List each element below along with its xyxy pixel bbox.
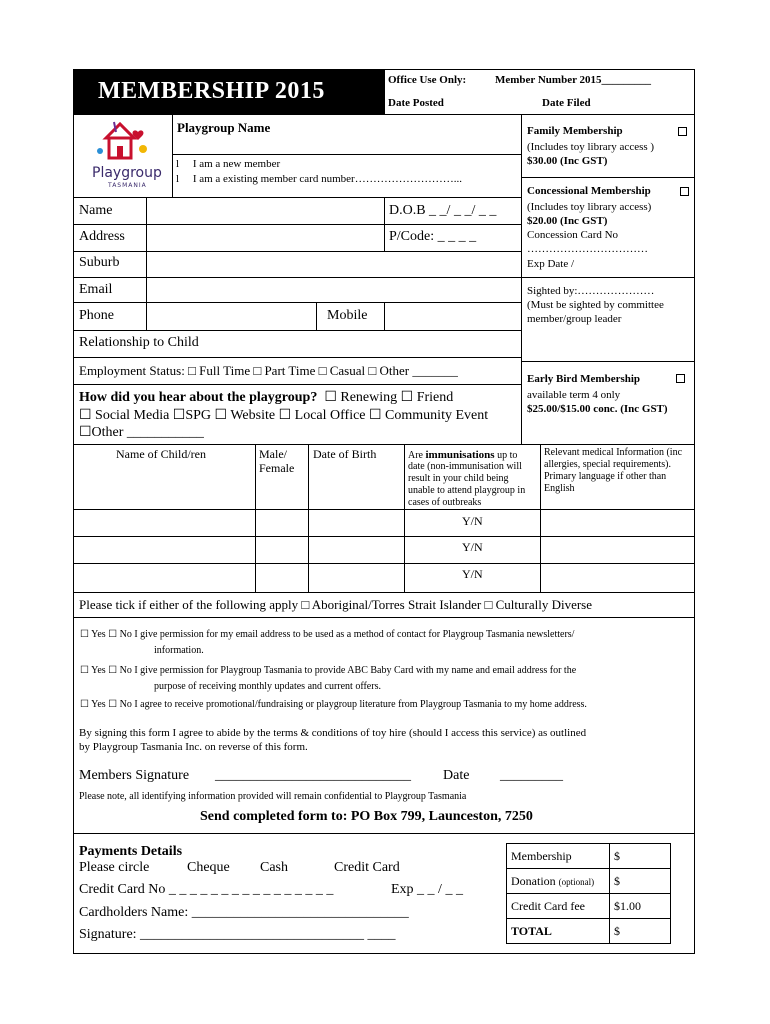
send-to-address: Send completed form to: PO Box 799, Launceston, 7250 bbox=[200, 809, 533, 824]
dob-field[interactable]: D.O.B _ _/ _ _/ _ _ bbox=[389, 203, 497, 218]
new-member-label: I am a new member bbox=[192, 158, 281, 170]
agreement-text: By signing this form I agree to abide by the terms & conditions of toy hire (should I access this service) as outlined bbox=[79, 727, 587, 739]
payment-summary-table bbox=[506, 843, 671, 944]
cheque-option[interactable]: Cheque bbox=[187, 860, 230, 875]
playgroup-logo bbox=[88, 118, 170, 196]
abc-card-permission-cont: purpose of receiving monthly updates and current offers. bbox=[154, 681, 381, 692]
divider bbox=[74, 251, 521, 252]
divider bbox=[74, 833, 694, 834]
divider bbox=[74, 330, 521, 331]
hear-about-options[interactable]: ☐ Social Media ☐SPG ☐ Website ☐ Local Office ☐ Community Event bbox=[79, 408, 489, 423]
family-membership-checkbox[interactable] bbox=[678, 127, 687, 136]
relationship-label: Relationship to Child bbox=[79, 335, 199, 350]
early-bird-title: Early Bird Membership bbox=[527, 373, 641, 385]
table-row bbox=[507, 844, 671, 869]
literature-permission[interactable]: ☐ Yes ☐ No I agree to receive promotional/fundraising or playgroup literature from Playgroup Tasmania to my home address. bbox=[80, 699, 587, 710]
donation-text: Donation bbox=[511, 873, 556, 888]
divider bbox=[74, 536, 694, 537]
total-amount[interactable]: $ bbox=[610, 919, 671, 944]
date-filed-field[interactable]: Date Filed bbox=[542, 97, 591, 109]
family-membership-title: Family Membership bbox=[527, 125, 623, 137]
immunisation-yn[interactable]: Y/N bbox=[462, 514, 483, 528]
existing-member-option[interactable]: l I am a existing member card number………………………... bbox=[176, 173, 462, 185]
hear-about-options: ☐ Renewing ☐ Friend bbox=[324, 390, 454, 405]
divider bbox=[74, 444, 694, 445]
child-name-header: Name of Child/ren bbox=[116, 447, 206, 461]
divider bbox=[74, 563, 694, 564]
early-bird-checkbox[interactable] bbox=[676, 374, 685, 383]
divider bbox=[255, 444, 256, 592]
new-member-option[interactable]: l I am a new member bbox=[176, 158, 281, 170]
divider bbox=[74, 114, 694, 115]
divider bbox=[74, 509, 694, 510]
concession-checkbox[interactable] bbox=[680, 187, 689, 196]
divider bbox=[146, 197, 147, 330]
medical-header: Primary language if other than bbox=[544, 471, 667, 482]
form-title: MEMBERSHIP 2015 bbox=[98, 78, 325, 104]
concession-title: Concessional Membership bbox=[527, 185, 651, 197]
donation-optional: (optional) bbox=[558, 876, 595, 887]
suburb-label: Suburb bbox=[79, 255, 120, 270]
medical-header: Relevant medical Information (inc bbox=[544, 447, 683, 458]
concession-card-field[interactable]: …………………………… bbox=[527, 243, 648, 255]
concession-card-label: Concession Card No bbox=[527, 229, 619, 241]
divider bbox=[521, 277, 694, 278]
postcode-field[interactable]: P/Code: _ _ _ _ bbox=[389, 229, 477, 244]
divider bbox=[74, 592, 694, 593]
early-bird-price: $25.00/$15.00 conc. (Inc GST) bbox=[527, 403, 668, 415]
divider bbox=[316, 302, 317, 330]
sighted-note: (Must be sighted by committee bbox=[527, 299, 664, 311]
divider bbox=[74, 384, 521, 385]
signature-label: Members Signature bbox=[79, 768, 190, 783]
signature-field[interactable]: ____________________________ bbox=[215, 768, 411, 783]
cardholder-name-field[interactable]: Cardholders Name: _______________________________ bbox=[79, 905, 409, 920]
immunisation-yn[interactable]: Y/N bbox=[462, 540, 483, 554]
logo-subtext: TASMANIA bbox=[108, 182, 147, 189]
email-label: Email bbox=[79, 282, 113, 297]
member-number-field[interactable]: Member Number 2015_________ bbox=[495, 74, 652, 86]
medical-header: English bbox=[544, 483, 575, 494]
hear-about-question[interactable] bbox=[79, 391, 453, 405]
mobile-label: Mobile bbox=[327, 308, 368, 323]
cash-option[interactable]: Cash bbox=[260, 860, 288, 875]
privacy-note: Please note, all identifying information provided will remain confidential to Playgroup Tasmania bbox=[79, 791, 467, 802]
exp-date-field[interactable]: Exp Date / bbox=[527, 258, 575, 270]
gender-header: Female bbox=[259, 461, 295, 475]
immunisation-yn[interactable]: Y/N bbox=[462, 567, 483, 581]
table-row bbox=[507, 919, 671, 944]
membership-label: Membership bbox=[507, 844, 610, 869]
divider bbox=[521, 177, 694, 178]
divider bbox=[540, 444, 541, 592]
immunisation-header bbox=[408, 450, 517, 461]
phone-label: Phone bbox=[79, 308, 114, 323]
donation-label bbox=[507, 869, 610, 894]
immunisation-header: cases of outbreaks bbox=[408, 497, 482, 508]
membership-amount[interactable]: $ bbox=[610, 844, 671, 869]
date-posted-field[interactable]: Date Posted bbox=[388, 97, 444, 109]
sighted-note: member/group leader bbox=[527, 313, 622, 325]
name-label: Name bbox=[79, 203, 113, 218]
immunisation-header: result in your child being bbox=[408, 473, 509, 484]
address-label: Address bbox=[79, 229, 125, 244]
concession-price: $20.00 (Inc GST) bbox=[527, 215, 608, 227]
credit-card-fee-amount: $1.00 bbox=[610, 894, 671, 919]
logo-text: Playgroup bbox=[92, 165, 162, 181]
email-permission-cont: information. bbox=[154, 645, 204, 656]
title-banner bbox=[74, 70, 384, 114]
expiry-field[interactable]: Exp _ _ / _ _ bbox=[391, 882, 463, 897]
donation-amount[interactable]: $ bbox=[610, 869, 671, 894]
medical-header: allergies, special requirements). bbox=[544, 459, 671, 470]
divider bbox=[521, 361, 694, 362]
divider bbox=[74, 617, 694, 618]
divider bbox=[74, 302, 521, 303]
table-row bbox=[507, 894, 671, 919]
employment-status[interactable]: Employment Status: □ Full Time □ Part Time □ Casual □ Other _______ bbox=[79, 363, 458, 378]
immunisation-lead: Are bbox=[408, 450, 426, 461]
immunisation-rest: up to bbox=[494, 450, 518, 461]
divider bbox=[172, 154, 521, 155]
divider bbox=[404, 444, 405, 592]
credit-card-option[interactable]: Credit Card bbox=[334, 860, 400, 875]
hear-about-text: How did you hear about the playgroup? bbox=[79, 390, 318, 405]
payment-signature-field[interactable]: Signature: ________________________________ ____ bbox=[79, 927, 396, 942]
total-label: TOTAL bbox=[507, 919, 610, 944]
divider bbox=[521, 114, 522, 444]
agreement-text: by Playgroup Tasmania Inc. on reverse of this form. bbox=[79, 741, 308, 753]
divider bbox=[74, 357, 521, 358]
hear-about-other[interactable]: ☐Other ___________ bbox=[79, 425, 204, 440]
divider bbox=[74, 224, 521, 225]
playgroup-name-field[interactable]: Playgroup Name bbox=[177, 120, 271, 135]
divider bbox=[308, 444, 309, 592]
email-permission[interactable]: ☐ Yes ☐ No I give permission for my email address to be used as a method of contact for Playgroup Tasmania newsletters/ bbox=[80, 629, 575, 640]
concession-desc: (Includes toy library access) bbox=[527, 201, 652, 213]
date-label: Date bbox=[443, 768, 470, 783]
divider bbox=[384, 70, 385, 114]
sighted-by-field[interactable]: Sighted by:………………… bbox=[527, 285, 655, 297]
immunisation-header: date (non-immunisation will bbox=[408, 461, 522, 472]
immunisation-header: unable to attend playgroup in bbox=[408, 485, 526, 496]
divider bbox=[384, 302, 385, 330]
family-desc: (Includes toy library access ) bbox=[527, 141, 655, 153]
cultural-background[interactable]: Please tick if either of the following apply □ Aboriginal/Torres Strait Islander □ Culturally Diverse bbox=[79, 597, 593, 612]
date-field[interactable]: _________ bbox=[500, 768, 563, 783]
divider bbox=[172, 114, 173, 197]
table-row bbox=[507, 869, 671, 894]
existing-member-label: I am a existing member card number………………………... bbox=[192, 173, 462, 185]
gender-header: Male/ bbox=[259, 447, 287, 461]
payment-title: Payments Details bbox=[79, 844, 183, 859]
divider bbox=[74, 277, 521, 278]
dob-header: Date of Birth bbox=[313, 447, 377, 461]
early-bird-desc: available term 4 only bbox=[527, 389, 621, 401]
please-circle-label: Please circle bbox=[79, 860, 150, 875]
family-price: $30.00 (Inc GST) bbox=[527, 155, 608, 167]
abc-card-permission[interactable]: ☐ Yes ☐ No I give permission for Playgroup Tasmania to provide ABC Baby Card with my name and email address for the bbox=[80, 665, 577, 676]
office-use-label: Office Use Only: bbox=[388, 74, 467, 86]
divider bbox=[74, 197, 521, 198]
credit-card-fee-label: Credit Card fee bbox=[507, 894, 610, 919]
immunisation-word: immunisations bbox=[425, 449, 495, 461]
credit-card-number-field[interactable]: Credit Card No _ _ _ _ _ _ _ _ _ _ _ _ _ _ _ _ bbox=[79, 882, 334, 897]
